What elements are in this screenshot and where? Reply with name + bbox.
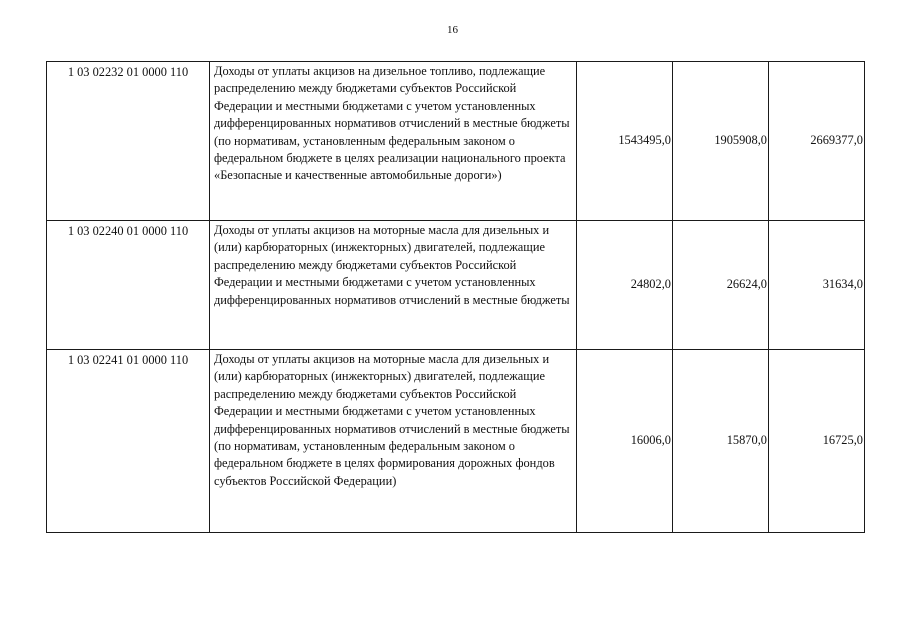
value-cell: 26624,0 <box>673 221 769 350</box>
budget-code-cell: 1 03 02232 01 0000 110 <box>47 62 210 221</box>
value-cell: 15870,0 <box>673 350 769 533</box>
description-cell: Доходы от уплаты акцизов на моторные масла для дизельных и (или) карбюраторных (инжекторных) двигателей, подлежащие распределению между бюджетами субъектов Российской Федерации и местными бюджетами с учетом установленных дифференцированных нормативов отчислений в местные бюджеты <box>210 221 577 350</box>
description-cell: Доходы от уплаты акцизов на моторные масла для дизельных и (или) карбюраторных (инжекторных) двигателей, подлежащие распределению между бюджетами субъектов Российской Федерации и местными бюджетами с учетом установленных дифференцированных нормативов отчислений в местные бюджеты (по нормативам, установленным федеральным законом о федеральном бюджете в целях формирования дорожных фондов субъектов Российской Федерации) <box>210 350 577 533</box>
budget-code-cell: 1 03 02240 01 0000 110 <box>47 221 210 350</box>
value-cell: 31634,0 <box>769 221 865 350</box>
page-number: 16 <box>447 24 458 36</box>
value-cell: 1543495,0 <box>577 62 673 221</box>
table-row <box>47 62 865 221</box>
table-row <box>47 350 865 533</box>
value-cell: 1905908,0 <box>673 62 769 221</box>
description-cell: Доходы от уплаты акцизов на дизельное топливо, подлежащие распределению между бюджетами субъектов Российской Федерации и местными бюджетами с учетом установленных дифференцированных нормативов отчислений в местные бюджеты (по нормативам, установленным федеральным законом о федеральном бюджете в целях реализации национального проекта «Безопасные и качественные автомобильные дороги») <box>210 62 577 221</box>
table-row <box>47 221 865 350</box>
revenue-table <box>46 61 865 533</box>
value-cell: 16725,0 <box>769 350 865 533</box>
value-cell: 24802,0 <box>577 221 673 350</box>
budget-code-cell: 1 03 02241 01 0000 110 <box>47 350 210 533</box>
value-cell: 16006,0 <box>577 350 673 533</box>
value-cell: 2669377,0 <box>769 62 865 221</box>
